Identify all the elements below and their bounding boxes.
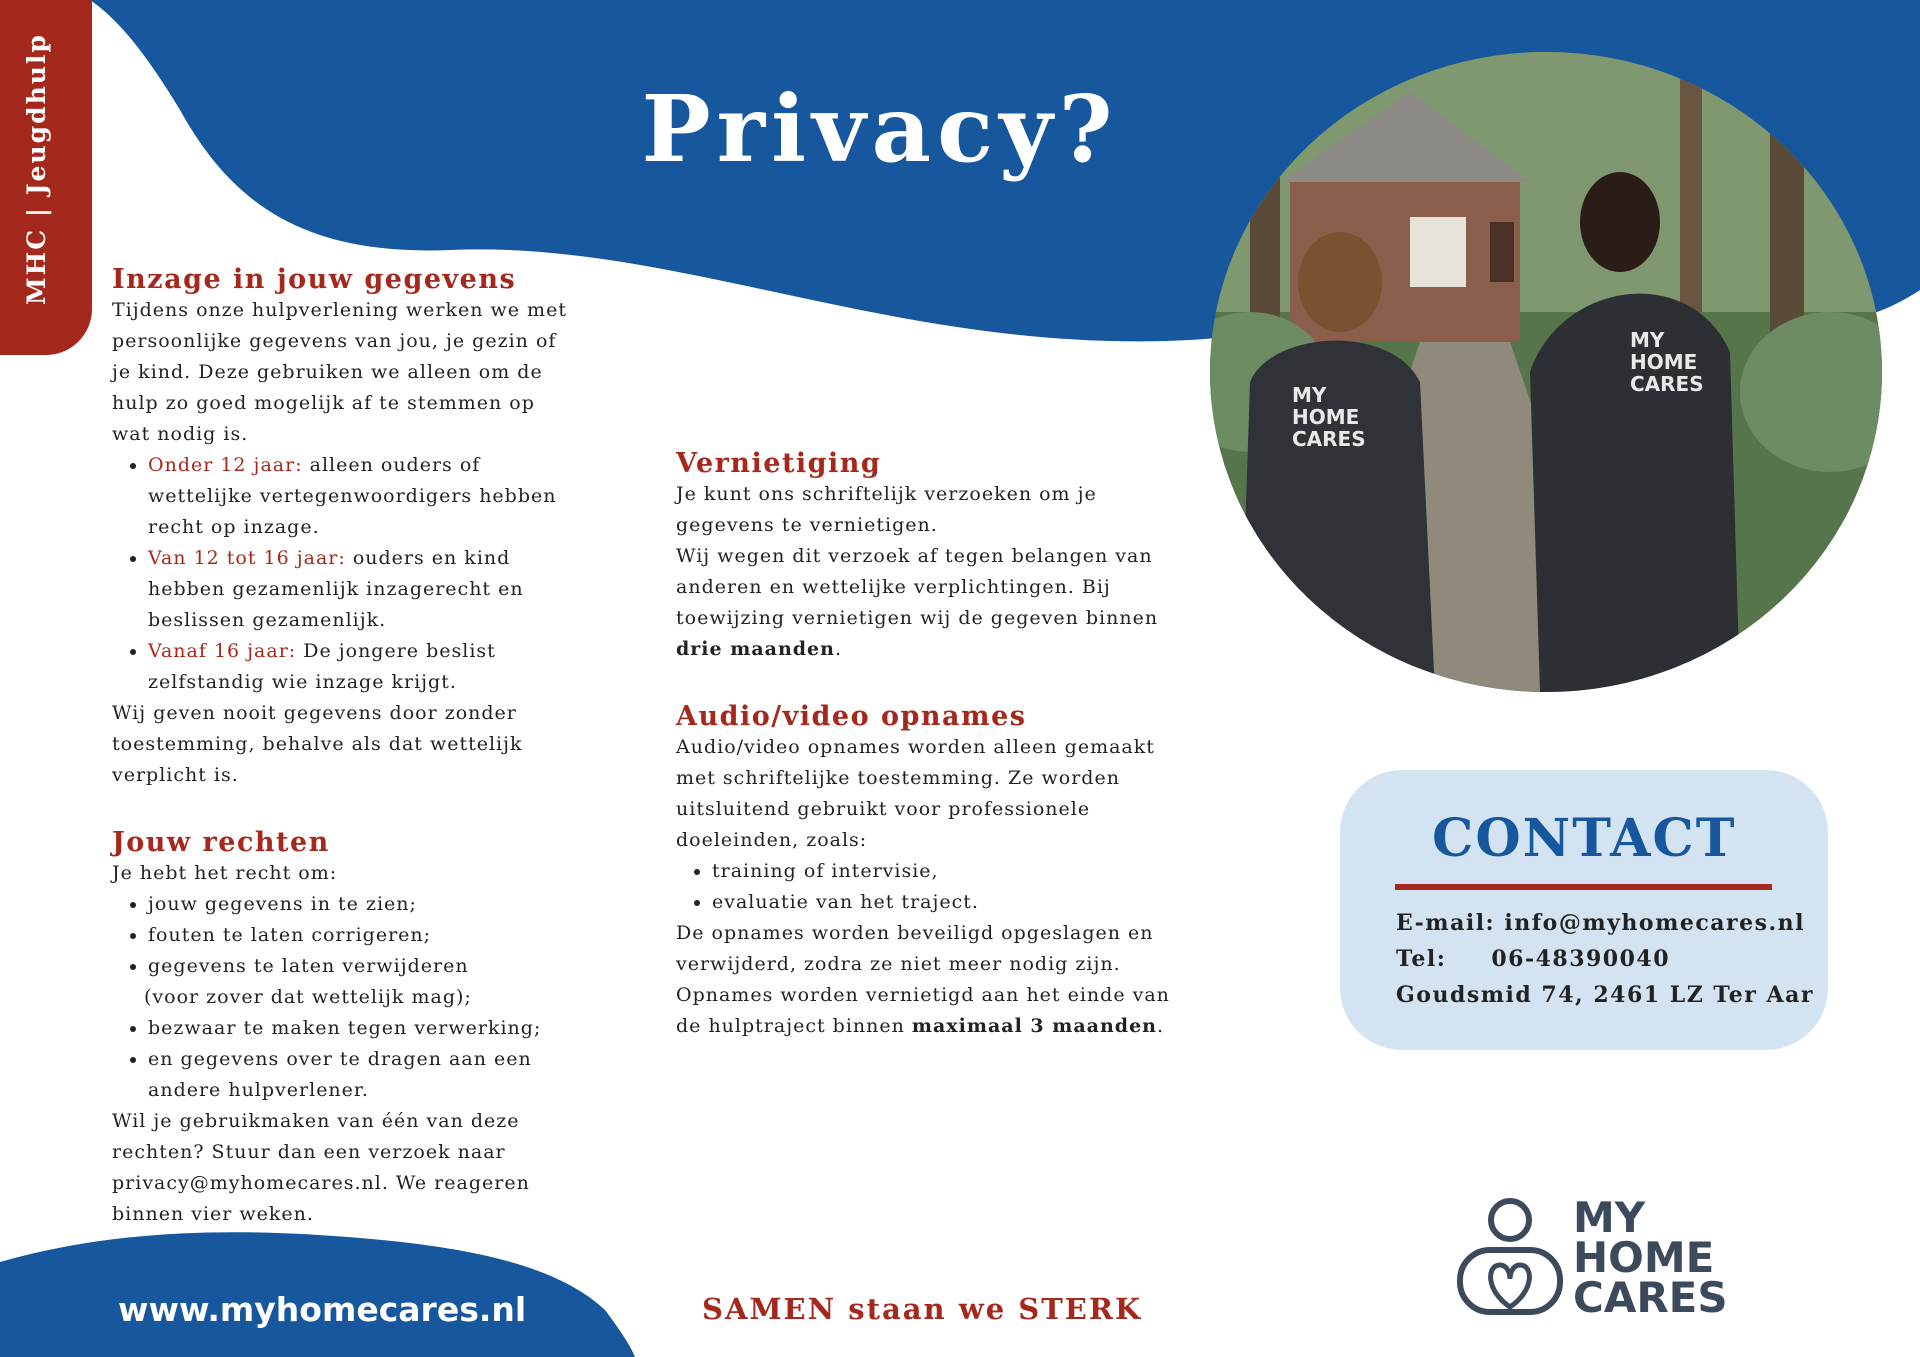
bullet-text-extra: (voor zover dat wettelijk mag); xyxy=(144,986,472,1008)
list-item xyxy=(148,450,572,543)
bullet-text: gegevens te laten verwijderen xyxy=(148,955,469,977)
bullet-label: Onder 12 jaar: xyxy=(148,454,303,476)
side-tab xyxy=(0,0,92,355)
bullet-text: alleen ouders of wettelijke vertegenwoordigers hebben recht op inzage. xyxy=(148,454,557,538)
contact-email-row xyxy=(1396,910,1805,936)
list-item: • fouten te laten corrigeren; xyxy=(148,920,572,951)
contact-box xyxy=(1340,770,1828,1050)
list-item: • jouw gegevens in te zien; xyxy=(148,889,572,920)
email-link[interactable]: info@myhomecares.nl xyxy=(1504,910,1805,936)
side-tab-label: MHC | Jeugdhulp xyxy=(22,33,51,305)
tel-link[interactable]: 06-48390040 xyxy=(1491,946,1671,972)
logo-text xyxy=(1573,1193,1728,1322)
text-run: Opnames worden vernietigd aan het einde van de hulptraject binnen xyxy=(676,984,1170,1037)
audio-p2: De opnames worden beveiligd opgeslagen en verwijderd, zodra ze niet meer nodig zijn. xyxy=(676,922,1154,975)
list-item: • bezwaar te maken tegen verwerking; xyxy=(148,1013,572,1044)
photo-illustration xyxy=(1210,52,1882,692)
vernietiging-p1: Je kunt ons schriftelijk verzoeken om je gegevens te vernietigen. xyxy=(676,483,1097,536)
text-run-bold: drie maanden xyxy=(676,638,835,660)
inzage-intro: Tijdens onze hulpverlening werken we met persoonlijke gegevens van jou, je gezin of je kind. Deze gebruiken we alleen om de hulp zo goed mogelijk af te stemmen op wat nodig is. xyxy=(112,299,567,445)
text-run: Wij wegen dit verzoek af tegen belangen van anderen en wettelijke verplichtingen. Bij toewijzing vernietigen wij de gegeven binnen xyxy=(676,545,1159,629)
audio-heading: Audio/video opnames xyxy=(676,701,1027,732)
website-link[interactable]: www.myhomecares.nl xyxy=(118,1290,527,1329)
tel-label: Tel: xyxy=(1396,946,1447,972)
contact-address: Goudsmid 74, 2461 LZ Ter Aar xyxy=(1396,982,1814,1008)
slogan: SAMEN staan we STERK xyxy=(702,1292,1143,1326)
hero-photo xyxy=(1210,52,1882,692)
rechten-heading: Jouw rechten xyxy=(112,827,330,858)
rechten-list xyxy=(112,889,572,1106)
list-item: • en gegevens over te dragen aan een andere hulpverlener. xyxy=(148,1044,572,1106)
audio-list xyxy=(676,856,1186,918)
vernietiging-heading: Vernietiging xyxy=(676,448,882,479)
jacket-text-right: MY HOME CARES xyxy=(1630,328,1704,396)
list-item xyxy=(148,636,572,698)
logo-line: CARES xyxy=(1573,1273,1728,1322)
list-item: • evaluatie van het traject. xyxy=(712,887,1186,918)
audio-intro: Audio/video opnames worden alleen gemaakt met schriftelijke toestemming. Ze worden uitsluitend gebruikt voor professionele doeleinden, zoals: xyxy=(676,736,1155,851)
inzage-outro: Wij geven nooit gegevens door zonder toestemming, behalve als dat wettelijk verplicht is. xyxy=(112,702,523,786)
bullet-text: ouders en kind hebben gezamenlijk inzagerecht en beslissen gezamenlijk. xyxy=(148,547,524,631)
page-title: Privacy? xyxy=(641,75,1119,183)
list-item xyxy=(148,543,572,636)
email-label: E-mail: xyxy=(1396,910,1496,936)
bullet-label: Vanaf 16 jaar: xyxy=(148,640,297,662)
list-item: • training of intervisie, xyxy=(712,856,1186,887)
middle-column xyxy=(676,448,1186,1042)
logo-icon xyxy=(1455,1195,1565,1320)
contact-divider xyxy=(1395,884,1772,890)
rechten-intro: Je hebt het recht om: xyxy=(112,862,338,884)
vernietiging-p2 xyxy=(676,541,1186,665)
audio-p3 xyxy=(676,980,1186,1042)
bullet-text: De jongere beslist zelfstandig wie inzage krijgt. xyxy=(148,640,496,693)
text-run: . xyxy=(1156,1015,1165,1037)
left-column xyxy=(112,264,572,1230)
inzage-list xyxy=(112,450,572,698)
inzage-heading: Inzage in jouw gegevens xyxy=(112,264,517,295)
text-run-bold: maximaal 3 maanden xyxy=(911,1015,1157,1037)
contact-tel-row xyxy=(1396,946,1670,972)
logo-line: HOME xyxy=(1573,1233,1715,1282)
logo-line: MY xyxy=(1573,1193,1646,1242)
list-item xyxy=(144,951,572,1013)
text-run: . xyxy=(834,638,842,660)
contact-title: CONTACT xyxy=(1432,808,1737,869)
rechten-outro: Wil je gebruikmaken van één van deze rechten? Stuur dan een verzoek naar privacy@myhomecares.nl. We reageren binnen vier weken. xyxy=(112,1110,530,1225)
bullet-label: Van 12 tot 16 jaar: xyxy=(148,547,346,569)
jacket-text-left: MY HOME CARES xyxy=(1292,383,1366,451)
